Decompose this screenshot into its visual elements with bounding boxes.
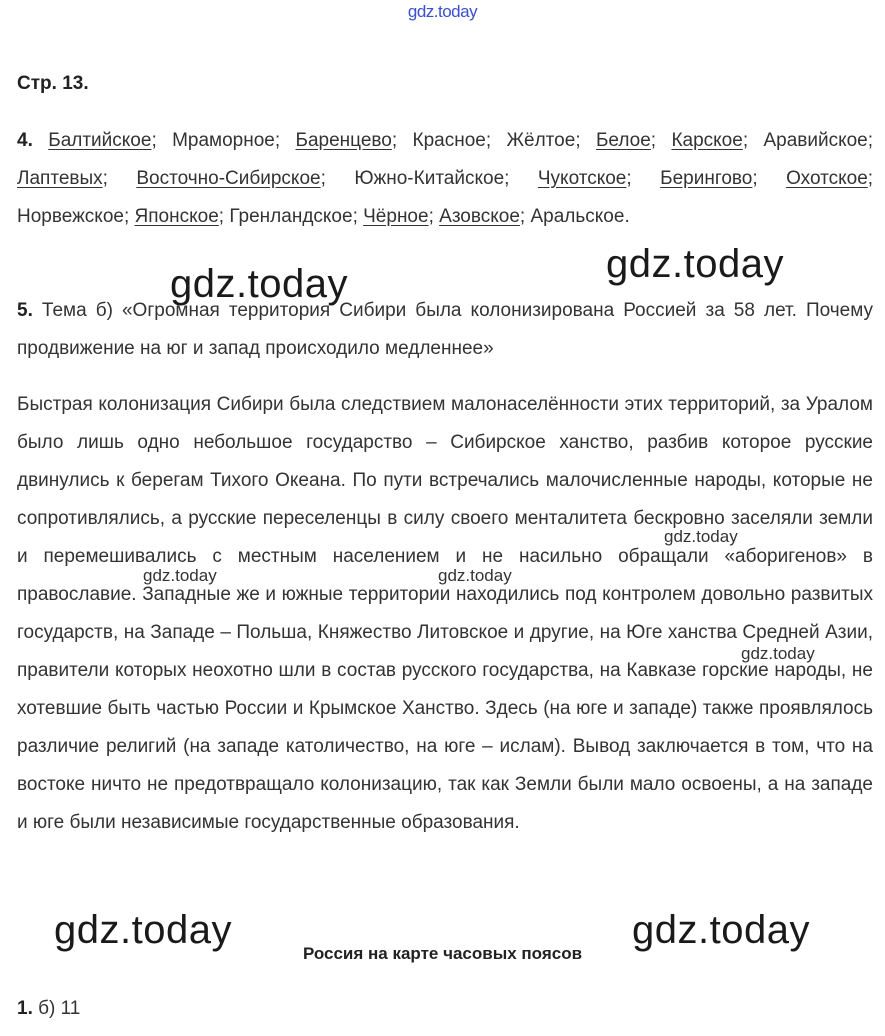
watermark-small: gdz.today bbox=[741, 644, 815, 663]
answer-1 bbox=[17, 998, 80, 1020]
sea-name: Гренландское bbox=[229, 206, 353, 227]
sea-name: Балтийское bbox=[48, 130, 152, 151]
sea-name: Берингово bbox=[660, 168, 753, 189]
task-4 bbox=[17, 122, 873, 236]
sea-name: Красное bbox=[412, 130, 486, 151]
section-title: Россия на карте часовых поясов bbox=[302, 944, 583, 963]
sea-name: Лаптевых bbox=[17, 168, 103, 189]
task-5-text: Тема б) «Огромная территория Сибири была колонизирована Россией за 58 лет. Почему продвижение на юг и запад происходило медленнее» bbox=[17, 300, 874, 359]
watermark-large: gdz.today bbox=[606, 242, 784, 286]
sea-name: Японское bbox=[134, 206, 219, 227]
sea-name: Норвежское bbox=[17, 206, 124, 227]
sea-name: Баренцево bbox=[295, 130, 392, 151]
page-reference: Стр. 13. bbox=[17, 73, 89, 94]
watermark-small: gdz.today bbox=[143, 566, 217, 585]
sea-name: Южно-Китайское bbox=[354, 168, 505, 189]
sea-name: Аральское bbox=[530, 206, 625, 227]
sea-name: Аравийское bbox=[763, 130, 868, 151]
watermark-small: gdz.today bbox=[664, 527, 738, 546]
sea-name: Азовское bbox=[439, 206, 520, 227]
watermark-large: gdz.today bbox=[632, 908, 810, 952]
watermark-small: gdz.today bbox=[438, 566, 512, 585]
watermark-top: gdz.today bbox=[407, 2, 478, 21]
sea-name: Охотское bbox=[786, 168, 868, 189]
sea-name: Восточно-Сибирское bbox=[136, 168, 321, 189]
task-5-number: 5. bbox=[17, 300, 33, 321]
sea-name: Белое bbox=[595, 130, 651, 151]
sea-name: Жёлтое bbox=[506, 130, 576, 151]
sea-name: Мраморное bbox=[172, 130, 275, 151]
task-5-answer: Быстрая колонизация Сибири была следствием малонаселённости этих территорий, за Уралом было лишь одно небольшое государство – Сибирское ханство, разбив которое русские двинулись к берегам Тихого Океана. По пути встречались малочисленные народы, которые не сопротивлялись, а русские переселенцы в силу своего менталитета бескровно заселяли земли и перемешивались с местным населением и не насильно обращали «аборигенов» в православие. Западные же и южные территории находились под контролем довольно развитых государств, на Западе – Польша, Княжество Литовское и другие, на Юге ханства Средней Азии, правители которых неохотно шли в состав русского государства, на Кавказе горские народы, не хотевшие быть частью России и Крымское Ханство. Здесь (на юге и западе) также проявлялось различие религий (на западе католичество, на юге – ислам). Вывод заключается в том, что на востоке ничто не предотвращало колонизацию, так как Земли были мало освоены, а на западе и юге были независимые государственные образования. bbox=[17, 394, 873, 833]
watermark-large: gdz.today bbox=[54, 908, 232, 952]
answer-1-number: 1. bbox=[17, 998, 33, 1019]
seas-list: Балтийское; Мраморное; Баренцево; Красное; Жёлтое; Белое; Карское; Аравийское; Лаптевых; Восточно-Сибирское; Южно-Китайское; Чукотское; Берингово; Охотское; Норвежское; Японское; Гренландское; Чёрное; Азовское; Аральское. bbox=[17, 130, 874, 227]
answer-1-text: б) 11 bbox=[38, 998, 81, 1019]
task-5-question bbox=[17, 292, 873, 368]
sea-name: Чёрное bbox=[363, 206, 429, 227]
task-4-number: 4. bbox=[17, 130, 33, 151]
sea-name: Чукотское bbox=[537, 168, 627, 189]
sea-name: Карское bbox=[671, 130, 743, 151]
watermark-large: gdz.today bbox=[170, 262, 348, 306]
